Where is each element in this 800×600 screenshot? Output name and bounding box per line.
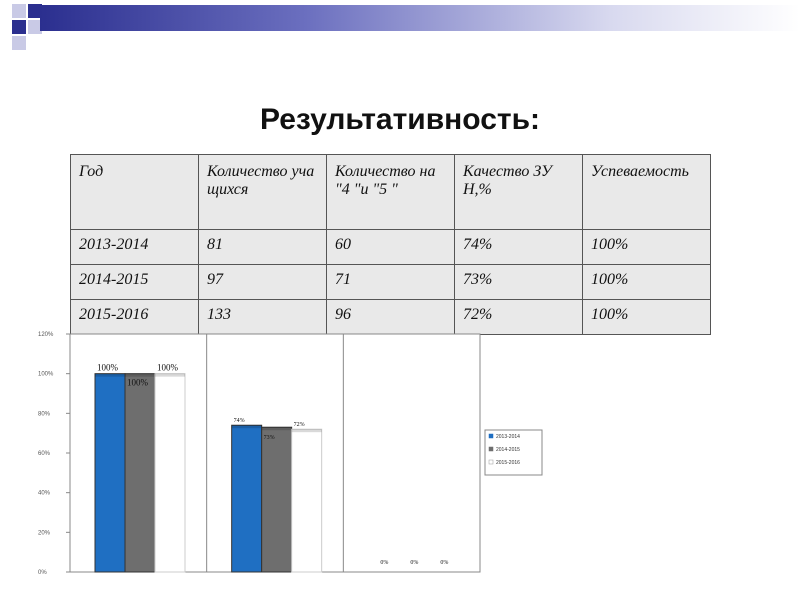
legend-swatch [489, 447, 493, 451]
data-label: 73% [263, 435, 275, 442]
bar-chart [30, 330, 590, 580]
decor-square [12, 20, 26, 34]
table-row [71, 265, 711, 300]
y-tick-label: 0% [38, 570, 47, 576]
bar [155, 374, 185, 572]
legend-label: 2013-2014 [496, 434, 520, 440]
y-tick-label: 120% [38, 332, 54, 338]
header-students: Количество учащихся [199, 155, 327, 230]
y-tick-label: 40% [38, 490, 51, 497]
y-tick-label: 60% [38, 451, 51, 457]
data-label: 100% [127, 377, 148, 388]
decor-gradient-band [40, 5, 800, 31]
legend-swatch [489, 460, 493, 464]
cell-year: 2015-2016 [71, 300, 199, 335]
data-label: 0% [410, 560, 419, 566]
cell-students: 81 [199, 230, 327, 265]
table-header-row [71, 155, 711, 230]
header-quality: Качество ЗУН,% [455, 155, 583, 230]
bar-top [95, 374, 125, 377]
header-success: Успеваемость [583, 155, 711, 230]
bar-top [232, 425, 262, 428]
bar [95, 374, 125, 572]
table-row [71, 230, 711, 265]
header-year: Год [71, 155, 199, 230]
bar [232, 425, 262, 572]
decor-square [12, 4, 26, 18]
header-count-4-5: Количество на "4 "и "5 " [327, 155, 455, 230]
y-tick-label: 80% [38, 411, 51, 418]
legend-label: 2014-2015 [496, 447, 520, 453]
data-label: 0% [440, 560, 449, 566]
cell-success: 100% [583, 265, 711, 300]
bar-top [292, 429, 322, 432]
data-label: 100% [157, 362, 178, 373]
data-label: 0% [380, 560, 389, 566]
legend-label: 2015-2016 [496, 460, 520, 466]
cell-quality: 74% [455, 230, 583, 265]
legend-swatch [489, 434, 493, 438]
data-label: 72% [293, 422, 305, 429]
decor-square [12, 36, 26, 50]
y-tick-label: 100% [38, 371, 54, 378]
cell-students: 133 [199, 300, 327, 335]
bar [125, 374, 155, 572]
cell-year: 2013-2014 [71, 230, 199, 265]
cell-year: 2014-2015 [71, 265, 199, 300]
bar-chart-svg [30, 330, 590, 580]
cell-students: 97 [199, 265, 327, 300]
cell-quality: 72% [455, 300, 583, 335]
cell-success: 100% [583, 230, 711, 265]
data-label: 74% [233, 418, 245, 425]
bar [292, 429, 322, 572]
bar-top [262, 427, 292, 430]
bar-top [125, 374, 155, 377]
cell-success: 100% [583, 300, 711, 335]
bar [262, 427, 292, 572]
data-label: 100% [97, 362, 118, 373]
cell-quality: 73% [455, 265, 583, 300]
cell-count-4-5: 71 [327, 265, 455, 300]
cell-count-4-5: 96 [327, 300, 455, 335]
bar-top [155, 374, 185, 377]
y-tick-label: 20% [38, 530, 51, 537]
cell-count-4-5: 60 [327, 230, 455, 265]
results-table [70, 154, 711, 335]
slide-title: Результативность: [259, 103, 541, 136]
